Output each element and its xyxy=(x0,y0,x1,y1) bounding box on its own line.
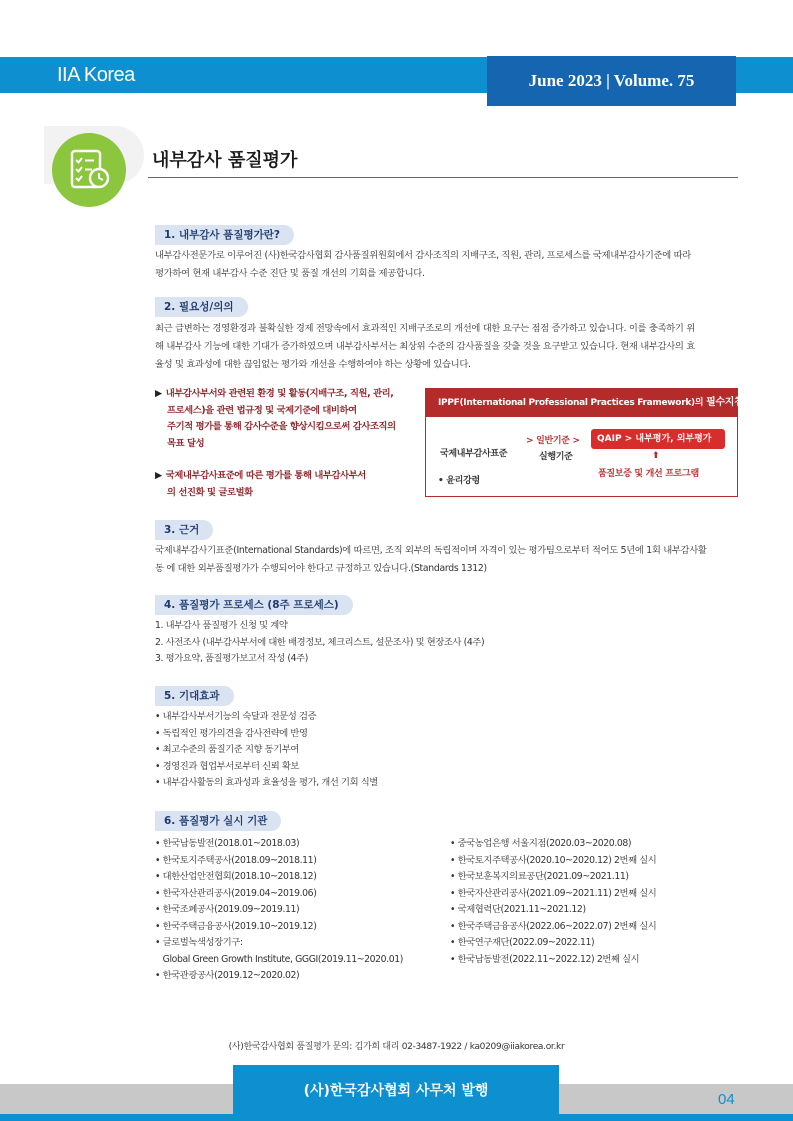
effect-item: • 내부감사활동의 효과성과 효율성을 평가, 개선 기회 식별 xyxy=(155,777,378,788)
institution-item: • 한국조폐공사(2019.09~2019.11) xyxy=(155,904,300,915)
ippf-general: > 일반기준 > xyxy=(526,436,580,446)
process-list xyxy=(155,618,484,668)
footer-bottom-bar xyxy=(0,1114,793,1121)
effects-list xyxy=(155,709,378,792)
effect-item: • 내부감사부서기능의 숙달과 전문성 검증 xyxy=(155,711,317,722)
section-1-line: 내부감사전문가로 이루어진 (사)한국감사협회 감사품질위원회에서 감사조직의 지배구조, 직원, 관리, 프로세스를 국제내부감사기준에 따라 xyxy=(155,250,691,261)
institution-item: • 한국토지주택공사(2018.09~2018.11) xyxy=(155,854,317,866)
process-step: 3. 평가요약, 품질평가보고서 작성 (4주) xyxy=(155,653,308,664)
section-1-body xyxy=(155,247,740,283)
goal-bullet-1 xyxy=(155,386,420,452)
ippf-qaip: QAIP > 내부평가, 외부평가 xyxy=(591,429,725,449)
goal-bullet-line: 의 선진화 및 글로벌화 xyxy=(167,486,253,498)
institution-item: Global Green Growth Institute, GGGI(2019.11~2020.01) xyxy=(155,953,404,965)
publisher-label: (사)한국감사협회 사무처 발행 xyxy=(303,1082,489,1099)
institution-item: • 한국연구재단(2022.09~2022.11) xyxy=(450,937,595,948)
title-divider xyxy=(148,177,738,178)
page-number: 04 xyxy=(718,1091,735,1108)
institution-item: • 한국자산관리공사(2019.04~2019.06) xyxy=(155,887,317,899)
institution-item: • 한국주택금융공사(2022.06~2022.07) 2번째 실시 xyxy=(450,920,657,932)
goal-bullet-line: 프로세스)을 관련 법규정 및 국제기준에 대비하여 xyxy=(167,404,357,416)
section-2-line: 해 내부감사 기능에 대한 기대가 증가하였으며 내부감사부서는 최상위 수준의 감사품질을 갖출 것을 요구받고 있습니다. 현재 내부감사의 효 xyxy=(155,341,695,352)
institution-item: • 한국자산관리공사(2021.09~2021.11) 2번째 실시 xyxy=(450,887,657,899)
brand-logo: IIA Korea xyxy=(57,64,135,86)
institution-item: • 글로벌녹색성장기구: xyxy=(155,937,243,948)
effect-item: • 최고수준의 품질기준 지향 동기부여 xyxy=(155,744,300,755)
goal-bullet-line: 국제내부감사표준에 따른 평가를 통해 내부감사부서 xyxy=(165,470,366,481)
ippf-practice: 실행기준 xyxy=(539,452,573,462)
ippf-program: 품질보증 및 개선 프로그램 xyxy=(598,469,699,479)
section-3-line: 국제내부감사기표준(International Standards)에 따르면, 조직 외부의 독립적이며 자격이 있는 평가팀으로부터 적어도 5년에 1회 내부감사활 xyxy=(155,545,707,556)
issue-text: June 2023 | Volume. 75 xyxy=(528,71,695,90)
institution-item: • 한국남동발전(2018.01~2018.03) xyxy=(155,838,300,849)
page-title: 내부감사 품질평가 xyxy=(152,150,298,171)
footer-contact: (사)한국감사협회 품질평가 문의: 김가희 대리 02-3487-1922 / ka0209@iiakorea.or.kr xyxy=(228,1042,565,1052)
triangle-bullet-icon: ▶ xyxy=(155,470,162,481)
section-heading-1: 1. 내부감사 품질평가란? xyxy=(155,225,294,245)
effect-item: • 경영진과 협업부서로부터 신뢰 확보 xyxy=(155,760,300,772)
institution-item: • 대한산업안전협회(2018.10~2018.12) xyxy=(155,871,317,882)
footer-publisher xyxy=(233,1065,559,1114)
institution-item: • 한국남동발전(2022.11~2022.12) 2번째 실시 xyxy=(450,953,640,965)
section-2-line: 율성 및 효과성에 대한 끊임없는 평가와 개선을 수행하여야 하는 상황에 있습니다. xyxy=(155,359,471,370)
ippf-title: IPPF(International Professional Practices Framework)의 xyxy=(438,398,704,408)
institution-item: • 한국주택금융공사(2019.10~2019.12) xyxy=(155,920,317,932)
ippf-standard: 국제내부감사표준 xyxy=(440,449,508,459)
goal-bullet-line: 내부감사부서와 관련된 환경 및 활동(지배구조, 직원, 관리, xyxy=(165,388,394,399)
goal-bullet-2 xyxy=(155,468,420,501)
section-1-line: 평가하여 현재 내부감사 수준 진단 및 품질 개선의 기회를 제공합니다. xyxy=(155,268,425,279)
institution-item: • 국제협력단(2021.11~2021.12) xyxy=(450,904,586,915)
section-heading-5: 5. 기대효과 xyxy=(155,686,234,706)
process-step: 1. 내부감사 품질평가 신청 및 계약 xyxy=(155,620,288,631)
section-3-body xyxy=(155,542,740,578)
section-heading-2: 2. 필요성/의의 xyxy=(155,297,248,317)
effect-item: • 독립적인 평가의견을 감사전략에 반영 xyxy=(155,727,308,739)
ippf-title-emphasis: 필수지침 xyxy=(706,397,744,408)
goal-bullet-line: 주기적 평가를 통해 감사수준을 향상시킴으로써 감사조직의 xyxy=(167,421,396,432)
issue-badge xyxy=(487,56,736,106)
ippf-header xyxy=(426,389,744,417)
goal-bullet-line: 목표 달성 xyxy=(167,437,205,449)
institution-item: • 한국보훈복지의료공단(2021.09~2021.11) xyxy=(450,871,629,882)
ippf-ethics: • 윤리강령 xyxy=(438,476,480,486)
institutions-right xyxy=(450,836,656,968)
section-heading-6: 6. 품질평가 실시 기관 xyxy=(155,811,281,831)
up-arrow-icon: ⬆ xyxy=(652,451,660,461)
checklist-clock-icon xyxy=(52,133,126,207)
triangle-bullet-icon: ▶ xyxy=(155,388,162,399)
ippf-diagram xyxy=(425,388,744,497)
section-2-line: 최근 급변하는 경영환경과 불확실한 경제 전망속에서 효과적인 지배구조로의 개선에 대한 요구는 점점 증가하고 있습니다. 이를 충족하기 위 xyxy=(155,323,695,334)
section-2-body xyxy=(155,320,740,374)
section-heading-4: 4. 품질평가 프로세스 (8주 프로세스) xyxy=(155,595,353,615)
section-heading-3: 3. 근거 xyxy=(155,520,213,540)
institution-item: • 중국농업은행 서울지점(2020.03~2020.08) xyxy=(450,838,632,849)
process-step: 2. 사전조사 (내부감사부서에 대한 배경정보, 체크리스트, 설문조사) 및 현장조사 (4주) xyxy=(155,636,485,648)
section-3-line: 동 에 대한 외부품질평가가 수행되어야 한다고 규정하고 있습니다.(Standards 1312) xyxy=(155,563,487,574)
institution-item: • 한국토지주택공사(2020.10~2020.12) 2번째 실시 xyxy=(450,854,657,866)
institutions-left xyxy=(155,836,403,985)
institution-item: • 한국관광공사(2019.12~2020.02) xyxy=(155,970,300,981)
